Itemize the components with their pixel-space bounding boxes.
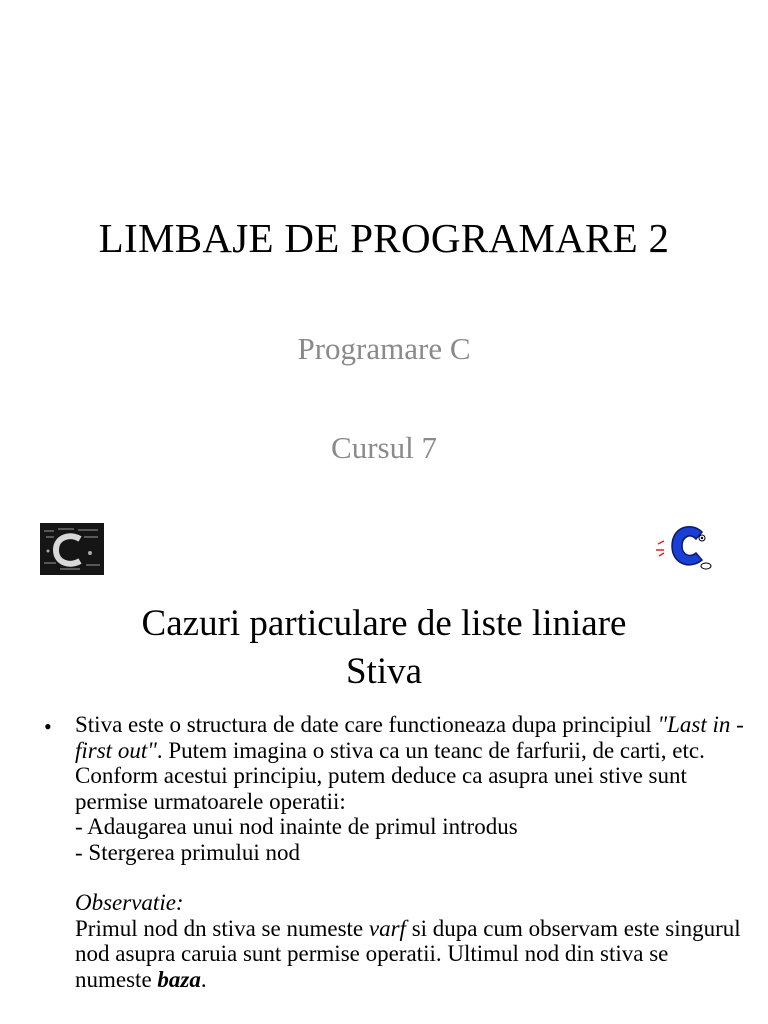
lifo-quote: "Last in - first out" <box>75 712 744 763</box>
heading-line-1: Cazuri particulare de liste liniare <box>141 603 627 644</box>
observation-text-cont: si dupa cum observam este singurul nod asupra caruia sunt permise operatii. Ultimul nod din stiva se numeste <box>75 915 741 992</box>
bullet-body <box>75 712 745 992</box>
operation-delete: - Stergerea primului nod <box>75 839 301 865</box>
course-number: Cursul 7 <box>331 430 437 465</box>
term-varf: varf <box>368 915 406 941</box>
heading-line-2: Stiva <box>345 651 423 692</box>
paragraph-gap <box>75 865 745 890</box>
observation-label: Observatie: <box>75 890 184 915</box>
bullet-marker: • <box>44 714 52 739</box>
definition-text: Stiva este o structura de date care functioneaza dupa principiul <box>75 712 658 737</box>
observation-end: . <box>200 966 207 992</box>
slide-subtitle: Programare C <box>297 331 471 366</box>
term-baza: baza <box>157 966 201 992</box>
c-mascot-logo-icon <box>654 520 724 572</box>
definition-text-cont: . Putem imagina o stiva ca un teanc de farfurii, de carti, etc. Conform acestui principiu, putem deduce ca asupra unei stive sunt permise urmatoarele operatii: <box>75 737 705 814</box>
observation-paragraph <box>75 916 745 993</box>
definition-paragraph <box>75 712 745 814</box>
slide-title: LIMBAJE DE PROGRAMARE 2 <box>98 215 670 261</box>
c-chalkboard-logo-icon <box>40 523 104 575</box>
operation-add: - Adaugarea unui nod inainte de primul introdus <box>75 814 518 839</box>
observation-text: Primul nod dn stiva se numeste <box>75 915 369 941</box>
slide-heading <box>0 600 768 696</box>
stack-slide <box>0 590 768 1024</box>
